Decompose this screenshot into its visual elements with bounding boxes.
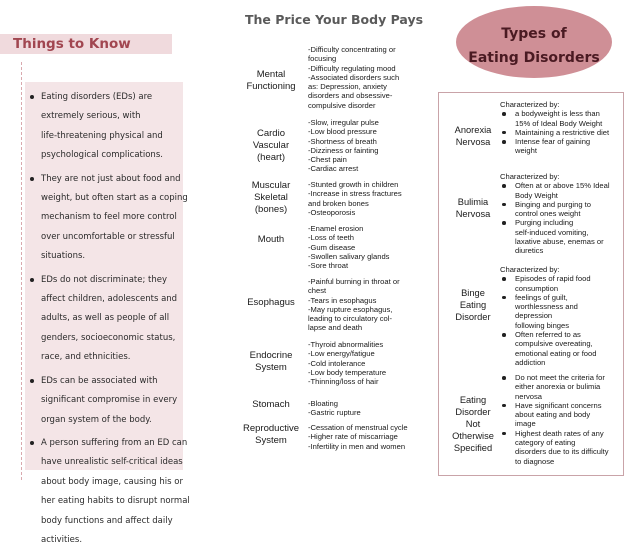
body-system-label <box>238 350 304 374</box>
effect-line: -Cold intolerance <box>308 358 366 368</box>
disorder-name-line: Anorexia <box>454 125 492 135</box>
bullet-dot-icon <box>502 140 506 144</box>
bullet-dot-icon <box>30 95 34 99</box>
effect-line: lapse and death <box>308 323 363 333</box>
effect-line: -Increase in stress fractures <box>308 189 402 199</box>
body-system-label-line: Muscular <box>251 180 291 191</box>
disorder-bullet-line: nervosa <box>515 391 543 401</box>
body-system-effects <box>308 118 428 174</box>
effect-line: -Swollen salivary glands <box>308 251 390 261</box>
body-system-effects <box>308 399 428 418</box>
bullet-text-line: significant compromise in every <box>41 395 178 406</box>
disorder-description <box>500 265 620 367</box>
things-to-know-bullet <box>25 88 183 166</box>
disorder-name <box>448 287 498 323</box>
disorder-bullet-line: about eating and body <box>515 410 591 420</box>
bullet-text-line: EDs can be associated with <box>41 375 158 386</box>
body-system-label <box>238 423 304 447</box>
disorder-name-line: Bulimia <box>457 197 489 207</box>
disorder-bullet-line: control ones weight <box>515 209 581 219</box>
disorder-bullet-line: Do not meet the criteria for <box>515 373 605 382</box>
disorder-bullet-line: emotional eating or food <box>515 348 597 358</box>
disorder-bullet-line: Maintaining a restrictive diet <box>515 127 610 137</box>
body-system-label-line: Endocrine <box>249 350 293 361</box>
body-system-label-line: System <box>255 362 287 373</box>
disorder-name-line: Nervosa <box>455 137 491 147</box>
effect-line: -Shortness of breath <box>308 136 377 146</box>
disorder-bullet-line: consumption <box>515 283 559 293</box>
bullet-text-line: genders, socioeconomic status, <box>41 332 176 343</box>
body-system-label-line: Mouth <box>257 234 285 245</box>
disorder-bullet <box>500 373 620 401</box>
effect-line: -Tears in esophagus <box>308 295 377 305</box>
disorder-bullet-line: either anorexia or bulimia <box>515 382 601 392</box>
body-system-label-line: (heart) <box>257 152 285 163</box>
disorder-bullet-line: Body Weight <box>515 190 558 200</box>
effect-line: -Cardiac arrest <box>308 164 359 174</box>
things-to-know-box <box>25 82 190 545</box>
bullet-text-line: body functions and affect daily <box>41 515 173 526</box>
effect-line: -Dizziness or fainting <box>308 145 379 155</box>
disorder-bullet-line: diuretics <box>515 246 544 256</box>
effect-line: -Stunted growth in children <box>308 180 399 189</box>
body-system-effects <box>308 45 428 110</box>
bullet-dot-icon <box>30 441 34 445</box>
bullet-dot-icon <box>502 221 506 225</box>
bullet-text-line: affect children, adolescents and <box>41 294 178 305</box>
disorder-bullet-line: following binges <box>515 320 570 330</box>
effect-line: -Low energy/fatigue <box>308 349 375 359</box>
body-system-label-line: (bones) <box>254 204 288 215</box>
disorder-bullet-line: category of eating <box>515 438 576 448</box>
bullet-dot-icon <box>502 432 506 436</box>
effect-line: -Difficulty regulating mood <box>308 63 396 73</box>
disorder-name-line: Disorder <box>455 407 491 417</box>
disorder-description <box>500 373 620 466</box>
bullet-text-line: situations. <box>41 251 86 262</box>
effect-line: chest <box>308 286 327 296</box>
types-title-line2: Eating Disorders <box>468 50 600 66</box>
bullet-dot-icon <box>502 277 506 281</box>
bullet-dot-icon <box>502 404 506 408</box>
effect-line: as: Depression, anxiety <box>308 82 387 92</box>
bullet-text-line: A person suffering from an ED can <box>41 437 188 448</box>
bullet-text-line: EDs do not discriminate; they <box>41 274 168 285</box>
types-title-line1: Types of <box>501 26 567 42</box>
disorder-bullet-line: laxative abuse, enemas or <box>515 237 604 247</box>
disorder-bullet-line: Episodes of rapid food <box>515 274 591 284</box>
body-system-label-line: Mental <box>256 69 286 80</box>
effect-line: -Cessation of menstrual cycle <box>308 423 408 432</box>
effect-line: -Infertility in men and women <box>308 441 406 451</box>
effect-line: disorders and obsessive- <box>308 91 393 101</box>
effect-line: -Gum disease <box>308 242 356 252</box>
disorder-name-line: Eating <box>459 395 487 405</box>
bullet-text-line: mechanism to feel more control <box>41 212 177 223</box>
body-system-label-line: System <box>255 435 287 446</box>
things-to-know-bullet <box>25 372 183 430</box>
things-to-know-bullet <box>25 271 183 368</box>
bullet-text-line: race, and ethnicities. <box>41 352 131 363</box>
bullet-text-line: have unrealistic self-critical ideas <box>41 457 183 468</box>
disorder-description <box>500 172 620 256</box>
disorder-bullet-line: Intense fear of gaining <box>515 137 591 147</box>
disorder-bullet-line: weight <box>515 146 537 156</box>
effect-line: -Osteoporosis <box>308 207 356 217</box>
body-system-label <box>238 180 304 216</box>
disorder-name-line: Otherwise <box>452 431 494 441</box>
body-system-effects <box>308 340 428 386</box>
characterized-by-label: Characterized by: <box>500 172 560 181</box>
characterized-by-label: Characterized by: <box>500 265 560 274</box>
body-system-label-line: Cardio <box>257 128 285 139</box>
disorder-bullet-line: compulsive overeating, <box>515 339 593 349</box>
body-system-label-line: Esophagus <box>247 297 295 308</box>
disorder-name <box>448 394 498 454</box>
bullet-text-line: over uncomfortable or stressful <box>41 231 175 242</box>
effect-line: -Higher rate of miscarriage <box>308 432 398 442</box>
disorder-bullet <box>500 218 620 255</box>
disorder-bullet <box>500 181 620 200</box>
body-system-label <box>238 69 304 93</box>
body-system-effects <box>308 277 428 333</box>
bullet-dot-icon <box>30 379 34 383</box>
disorder-bullet-line: Often referred to as <box>515 330 581 340</box>
body-system-label <box>238 234 304 246</box>
effect-line: -Bloating <box>308 399 338 408</box>
effect-line: -Thyroid abnormalities <box>308 340 384 349</box>
bullet-text-line: about body image, causing his or <box>41 476 183 487</box>
disorder-bullet-line: image <box>515 419 536 429</box>
bullet-dot-icon <box>502 112 506 116</box>
disorder-bullet-line: Purging including <box>515 218 574 228</box>
effect-line: and broken bones <box>308 198 369 208</box>
bullet-text-line: life-threatening physical and <box>41 130 163 141</box>
bullet-dot-icon <box>502 333 506 337</box>
disorder-name <box>448 196 498 220</box>
body-system-label-line: Skeletal <box>254 192 288 203</box>
effect-line: -Thinning/loss of hair <box>308 377 379 387</box>
effect-line: -Difficulty concentrating or <box>308 45 396 54</box>
disorder-bullet <box>500 401 620 429</box>
disorder-bullet-line: feelings of guilt, <box>515 292 568 302</box>
things-to-know-bullet <box>25 434 190 550</box>
bullet-dot-icon <box>502 131 506 135</box>
bullet-dot-icon <box>30 278 34 282</box>
body-system-label-line: Vascular <box>252 140 290 151</box>
bullet-text-line: organ system of the body. <box>41 414 152 425</box>
body-system-label <box>238 399 304 411</box>
effect-line: -May rupture esophagus, <box>308 304 393 314</box>
effect-line: -Low body temperature <box>308 367 387 377</box>
disorder-name-line: Specified <box>453 443 493 453</box>
disorder-name-line: Eating <box>459 300 487 310</box>
dashed-divider <box>21 62 22 480</box>
disorder-bullet <box>500 109 620 128</box>
disorder-bullet <box>500 330 620 367</box>
effect-line: -Associated disorders such <box>308 72 400 82</box>
bullet-text-line: activities. <box>41 534 83 545</box>
bullet-text-line: Eating disorders (EDs) are <box>41 92 153 102</box>
effect-line: -Chest pain <box>308 155 347 165</box>
body-system-label <box>238 297 304 309</box>
disorder-bullet <box>500 274 620 293</box>
effect-line: -Sore throat <box>308 261 349 271</box>
effect-line: -Low blood pressure <box>308 127 377 137</box>
effect-line: -Slow, irregular pulse <box>308 118 379 127</box>
effect-line: -Gastric rupture <box>308 408 361 418</box>
disorder-bullet-line: Highest death rates of any <box>515 428 604 438</box>
things-to-know-bullet <box>25 170 188 267</box>
bullet-dot-icon <box>502 376 506 380</box>
disorder-bullet-line: 15% of Ideal Body Weight <box>515 118 603 128</box>
body-system-effects <box>308 224 428 270</box>
disorder-bullet <box>500 137 620 156</box>
disorder-bullet <box>500 128 620 137</box>
bullet-text-line: extremely serious, with <box>41 111 141 122</box>
body-system-label-line: Reproductive <box>243 423 299 434</box>
disorder-bullet-line: Have significant concerns <box>515 400 602 410</box>
bullet-text-line: adults, as well as people of all <box>41 313 170 324</box>
effect-line: -Enamel erosion <box>308 224 364 233</box>
disorder-bullet-line: a bodyweight is less than <box>515 109 600 119</box>
body-system-effects <box>308 180 428 217</box>
types-of-eating-disorders-oval <box>456 6 612 78</box>
bullet-text-line: weight, but often start as a coping <box>41 193 188 204</box>
effect-line: -Loss of teeth <box>308 233 355 243</box>
characterized-by-label: Characterized by: <box>500 100 560 109</box>
disorder-bullet-line: Binging and purging to <box>515 199 591 209</box>
bullet-dot-icon <box>30 177 34 181</box>
disorder-bullet <box>500 429 620 466</box>
disorder-name-line: Nervosa <box>455 209 491 219</box>
disorder-description <box>500 100 620 156</box>
disorder-name-line: Disorder <box>455 312 491 322</box>
body-system-label-line: Stomach <box>252 399 290 410</box>
disorder-bullet-line: to diagnose <box>515 456 555 466</box>
bullet-text-line: psychological complications. <box>41 150 163 161</box>
disorder-name-line: Binge <box>461 288 485 298</box>
effect-line: focusing <box>308 54 337 64</box>
bullet-dot-icon <box>502 203 506 207</box>
disorder-bullet <box>500 200 620 219</box>
disorder-bullet-line: addiction <box>515 357 546 367</box>
effect-line: leading to circulatory col- <box>308 314 392 324</box>
bullet-text-line: They are not just about food and <box>41 173 181 184</box>
disorder-bullet-line: Often at or above 15% Ideal <box>515 181 610 191</box>
bullet-text-line: her eating habits to disrupt normal <box>41 496 190 507</box>
disorder-name <box>448 124 498 148</box>
disorder-bullet-line: self-induced vomiting, <box>515 227 589 237</box>
disorder-bullet-line: disorders due to its difficulty <box>515 447 609 457</box>
price-your-body-pays-title: The Price Your Body Pays <box>245 12 424 27</box>
disorder-bullet-line: depression <box>515 311 553 321</box>
body-system-effects <box>308 423 428 451</box>
disorder-name-line: Not <box>465 419 481 429</box>
effect-line: -Painful burning in throat or <box>308 277 400 286</box>
things-to-know-heading: Things to Know <box>0 34 172 54</box>
body-system-label-line: Functioning <box>246 81 296 92</box>
effect-line: compulsive disorder <box>308 100 376 110</box>
bullet-dot-icon <box>502 296 506 300</box>
bullet-dot-icon <box>502 184 506 188</box>
disorder-bullet-line: worthlessness and <box>515 302 578 312</box>
body-system-label <box>238 128 304 164</box>
disorder-bullet <box>500 293 620 330</box>
